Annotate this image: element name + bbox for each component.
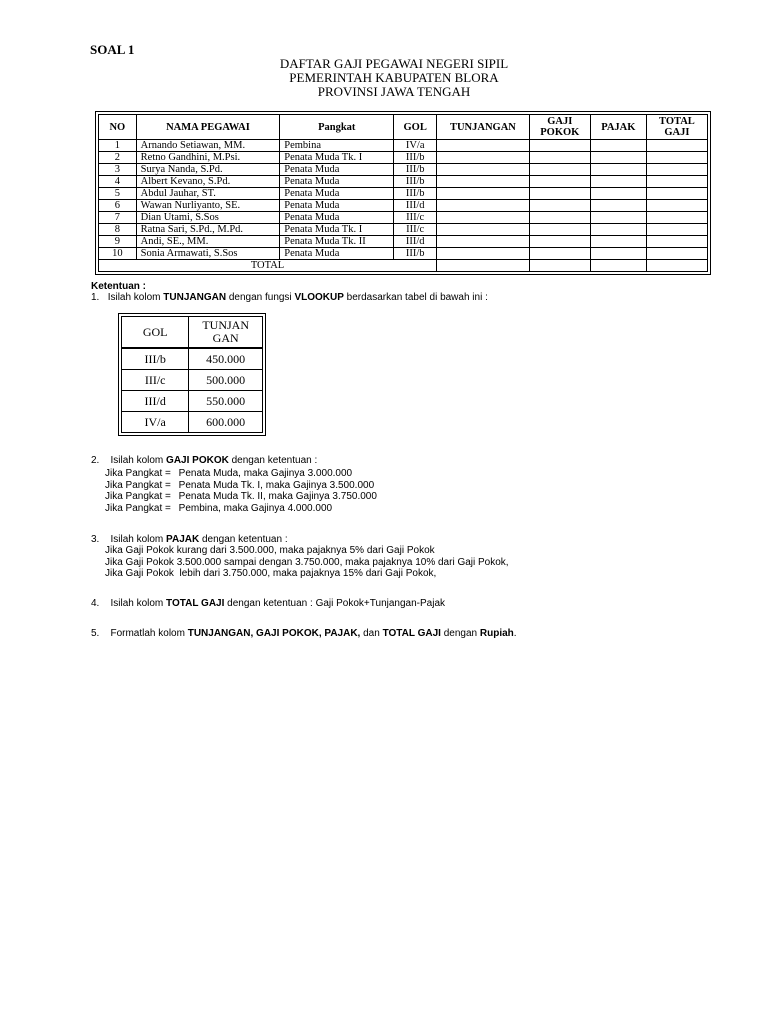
cell-no: 2 xyxy=(99,152,137,164)
rule-4-pre: Isilah kolom xyxy=(110,598,167,609)
rule-5-mid: dan xyxy=(360,628,383,639)
cell-tunjangan xyxy=(437,200,530,212)
doc-title-line-2: PEMERINTAH KABUPATEN BLORA xyxy=(289,70,499,85)
gol-table-row xyxy=(122,348,263,370)
rule-5-bold-2: TOTAL GAJI xyxy=(382,628,441,639)
table-row xyxy=(99,152,708,164)
rule-3-line: Jika Gaji Pokok kurang dari 3.500.000, maka pajaknya 5% dari Gaji Pokok xyxy=(105,545,435,556)
cell-no: 8 xyxy=(99,224,137,236)
header-gol: GOL xyxy=(394,115,437,140)
cell-nama: Surya Nanda, S.Pd. xyxy=(136,164,280,176)
total-gaji-pokok xyxy=(529,260,590,272)
rule-5 xyxy=(91,628,517,639)
table-row xyxy=(99,164,708,176)
header-gaji-pokok-l1: GAJI xyxy=(547,116,573,127)
tunjangan-cell: 450.000 xyxy=(189,348,263,370)
total-row xyxy=(99,260,708,272)
header-pajak: PAJAK xyxy=(590,115,646,140)
cell-total-gaji xyxy=(646,248,707,260)
cell-pajak xyxy=(590,236,646,248)
cell-gaji-pokok xyxy=(529,236,590,248)
header-gaji-pokok-l2: POKOK xyxy=(540,127,580,138)
rule-5-mid-2: dengan xyxy=(440,628,480,639)
cell-gaji-pokok xyxy=(529,188,590,200)
cell-gaji-pokok xyxy=(529,212,590,224)
rule-2-line-condition: Jika Pangkat = xyxy=(105,491,174,502)
rule-1-number: 1. xyxy=(91,292,100,303)
cell-no: 6 xyxy=(99,200,137,212)
cell-tunjangan xyxy=(437,164,530,176)
gol-table-header xyxy=(122,317,263,349)
rule-2-pre: Isilah kolom xyxy=(110,455,167,466)
cell-pajak xyxy=(590,200,646,212)
cell-pangkat: Penata Muda xyxy=(280,248,394,260)
rule-3-pre: Isilah kolom xyxy=(110,534,167,545)
rule-1-pre: Isilah kolom xyxy=(107,292,164,303)
table-row xyxy=(99,176,708,188)
cell-pangkat: Penata Muda xyxy=(280,212,394,224)
rule-4-post: dengan ketentuan : Gaji Pokok+Tunjangan-Pajak xyxy=(224,598,446,609)
salary-table xyxy=(98,114,708,272)
table-row xyxy=(99,248,708,260)
rule-2-bold: GAJI POKOK xyxy=(166,455,229,466)
cell-gol: III/c xyxy=(394,212,437,224)
rule-5-bold-3: Rupiah xyxy=(479,628,514,639)
cell-tunjangan xyxy=(437,152,530,164)
cell-no: 9 xyxy=(99,236,137,248)
gol-header-tunjangan xyxy=(189,317,263,349)
cell-nama: Abdul Jauhar, ST. xyxy=(136,188,280,200)
cell-pangkat: Pembina xyxy=(280,140,394,152)
cell-nama: Albert Kevano, S.Pd. xyxy=(136,176,280,188)
gol-header-gol: GOL xyxy=(122,317,189,349)
gol-header-tunjangan-l1: TUNJAN xyxy=(202,318,249,332)
cell-total-gaji xyxy=(646,224,707,236)
rule-2 xyxy=(91,455,317,466)
rule-3-line: Jika Gaji Pokok 3.500.000 sampai dengan 3.750.000, maka pajaknya 10% dari Gaji Pokok, xyxy=(105,556,509,568)
rule-3-line: Jika Gaji Pokok lebih dari 3.750.000, maka pajaknya 15% dari Gaji Pokok, xyxy=(105,568,437,579)
rule-2-number: 2. xyxy=(91,455,100,466)
cell-pajak xyxy=(590,224,646,236)
cell-pangkat: Penata Muda Tk. II xyxy=(280,236,394,248)
cell-gaji-pokok xyxy=(529,248,590,260)
cell-gol: IV/a xyxy=(394,140,437,152)
cell-pajak xyxy=(590,152,646,164)
cell-gol: III/d xyxy=(394,236,437,248)
rule-2-post: dengan ketentuan : xyxy=(228,455,318,466)
cell-pangkat: Penata Muda xyxy=(280,164,394,176)
cell-no: 10 xyxy=(99,248,137,260)
cell-gol: III/b xyxy=(394,248,437,260)
tunjangan-cell: 550.000 xyxy=(189,391,263,412)
cell-tunjangan xyxy=(437,212,530,224)
gol-cell: III/d xyxy=(122,391,189,412)
header-total-gaji-l2: GAJI xyxy=(664,127,690,138)
rule-4-number: 4. xyxy=(91,598,100,609)
rule-4 xyxy=(91,598,445,609)
cell-total-gaji xyxy=(646,164,707,176)
ketentuan-label: Ketentuan : xyxy=(91,281,146,292)
rule-3-number: 3. xyxy=(91,534,100,545)
rule-4-bold: TOTAL GAJI xyxy=(166,598,225,609)
gol-cell: IV/a xyxy=(122,412,189,433)
rule-2-line-result: Penata Muda, maka Gajinya 3.000.000 xyxy=(178,468,353,479)
gol-table-row xyxy=(122,370,263,391)
cell-nama: Sonia Armawati, S.Sos xyxy=(136,248,280,260)
header-total-gaji xyxy=(646,115,707,140)
doc-title-line-1: DAFTAR GAJI PEGAWAI NEGERI SIPIL xyxy=(279,56,509,71)
cell-gol: III/b xyxy=(394,176,437,188)
rule-2-line-condition: Jika Pangkat = xyxy=(105,468,174,479)
total-total-gaji xyxy=(646,260,707,272)
header-gaji-pokok xyxy=(529,115,590,140)
rule-1 xyxy=(91,292,488,303)
soal-title: SOAL 1 xyxy=(90,42,135,57)
cell-no: 7 xyxy=(99,212,137,224)
cell-gaji-pokok xyxy=(529,152,590,164)
cell-pajak xyxy=(590,164,646,176)
rule-5-number: 5. xyxy=(91,628,100,639)
header-tunjangan: TUNJANGAN xyxy=(437,115,530,140)
rule-1-bold-1: TUNJANGAN xyxy=(163,292,227,303)
table-row xyxy=(99,236,708,248)
cell-pajak xyxy=(590,140,646,152)
cell-no: 5 xyxy=(99,188,137,200)
rule-2-line xyxy=(105,480,374,491)
rule-3-bold: PAJAK xyxy=(166,534,200,545)
cell-nama: Dian Utami, S.Sos xyxy=(136,212,280,224)
cell-gaji-pokok xyxy=(529,140,590,152)
header-pangkat: Pangkat xyxy=(280,115,394,140)
salary-table-header xyxy=(99,115,708,140)
cell-pangkat: Penata Muda Tk. I xyxy=(280,224,394,236)
cell-tunjangan xyxy=(437,248,530,260)
cell-no: 4 xyxy=(99,176,137,188)
cell-total-gaji xyxy=(646,140,707,152)
rule-1-post: berdasarkan tabel di bawah ini : xyxy=(343,292,488,303)
rule-2-line xyxy=(105,468,352,479)
cell-total-gaji xyxy=(646,188,707,200)
cell-gaji-pokok xyxy=(529,224,590,236)
rule-2-line xyxy=(105,491,377,502)
cell-pangkat: Penata Muda xyxy=(280,200,394,212)
cell-pangkat: Penata Muda xyxy=(280,188,394,200)
total-tunjangan xyxy=(437,260,530,272)
cell-nama: Retno Gandhini, M.Psi. xyxy=(136,152,280,164)
rule-5-pre: Formatlah kolom xyxy=(110,628,188,639)
gol-cell: III/b xyxy=(122,348,189,370)
gol-cell: III/c xyxy=(122,370,189,391)
rule-1-bold-2: VLOOKUP xyxy=(294,292,344,303)
rule-2-line-condition: Jika Pangkat = xyxy=(105,479,174,491)
cell-nama: Andi, SE., MM. xyxy=(136,236,280,248)
header-total-gaji-l1: TOTAL xyxy=(659,116,695,127)
cell-nama: Arnando Setiawan, MM. xyxy=(136,140,280,152)
tunjangan-cell: 600.000 xyxy=(189,412,263,433)
header-no: NO xyxy=(99,115,137,140)
gol-header-tunjangan-l2: GAN xyxy=(212,331,239,345)
cell-no: 3 xyxy=(99,164,137,176)
total-label: TOTAL xyxy=(99,260,437,272)
cell-gol: III/b xyxy=(394,164,437,176)
cell-nama: Wawan Nurliyanto, SE. xyxy=(136,200,280,212)
cell-total-gaji xyxy=(646,176,707,188)
header-nama-pegawai: NAMA PEGAWAI xyxy=(136,115,280,140)
total-pajak xyxy=(590,260,646,272)
cell-pangkat: Penata Muda xyxy=(280,176,394,188)
cell-tunjangan xyxy=(437,188,530,200)
rule-2-line-result: Penata Muda Tk. II, maka Gajinya 3.750.000 xyxy=(178,491,377,502)
cell-tunjangan xyxy=(437,140,530,152)
cell-total-gaji xyxy=(646,212,707,224)
cell-gaji-pokok xyxy=(529,176,590,188)
cell-total-gaji xyxy=(646,152,707,164)
rule-2-line-condition: Jika Pangkat = xyxy=(105,502,174,514)
gol-table-frame xyxy=(118,313,266,436)
cell-gaji-pokok xyxy=(529,164,590,176)
cell-gaji-pokok xyxy=(529,200,590,212)
cell-pangkat: Penata Muda Tk. I xyxy=(280,152,394,164)
cell-total-gaji xyxy=(646,236,707,248)
gol-table-row xyxy=(122,391,263,412)
cell-gol: III/c xyxy=(394,224,437,236)
rule-3 xyxy=(91,534,288,545)
rule-5-bold-1: TUNJANGAN, GAJI POKOK, PAJAK, xyxy=(187,628,361,639)
rule-2-line-result: Pembina, maka Gajinya 4.000.000 xyxy=(178,502,333,514)
table-row xyxy=(99,140,708,152)
gol-table-row xyxy=(122,412,263,433)
cell-tunjangan xyxy=(437,224,530,236)
cell-tunjangan xyxy=(437,176,530,188)
rule-2-line xyxy=(105,503,332,514)
cell-pajak xyxy=(590,188,646,200)
cell-gol: III/d xyxy=(394,200,437,212)
gol-table xyxy=(121,316,263,433)
rule-5-post: . xyxy=(513,628,517,639)
rule-2-line-result: Penata Muda Tk. I, maka Gajinya 3.500.000 xyxy=(178,479,375,491)
cell-tunjangan xyxy=(437,236,530,248)
salary-table-frame xyxy=(95,111,711,275)
rule-3-post: dengan ketentuan : xyxy=(199,534,288,545)
cell-no: 1 xyxy=(99,140,137,152)
cell-pajak xyxy=(590,176,646,188)
table-row xyxy=(99,224,708,236)
table-row xyxy=(99,188,708,200)
cell-pajak xyxy=(590,212,646,224)
rule-1-mid: dengan fungsi xyxy=(226,292,295,303)
cell-pajak xyxy=(590,248,646,260)
cell-total-gaji xyxy=(646,200,707,212)
tunjangan-cell: 500.000 xyxy=(189,370,263,391)
table-row xyxy=(99,212,708,224)
cell-gol: III/b xyxy=(394,152,437,164)
cell-nama: Ratna Sari, S.Pd., M.Pd. xyxy=(136,224,280,236)
doc-title-line-3: PROVINSI JAWA TENGAH xyxy=(317,84,471,99)
table-row xyxy=(99,200,708,212)
cell-gol: III/b xyxy=(394,188,437,200)
